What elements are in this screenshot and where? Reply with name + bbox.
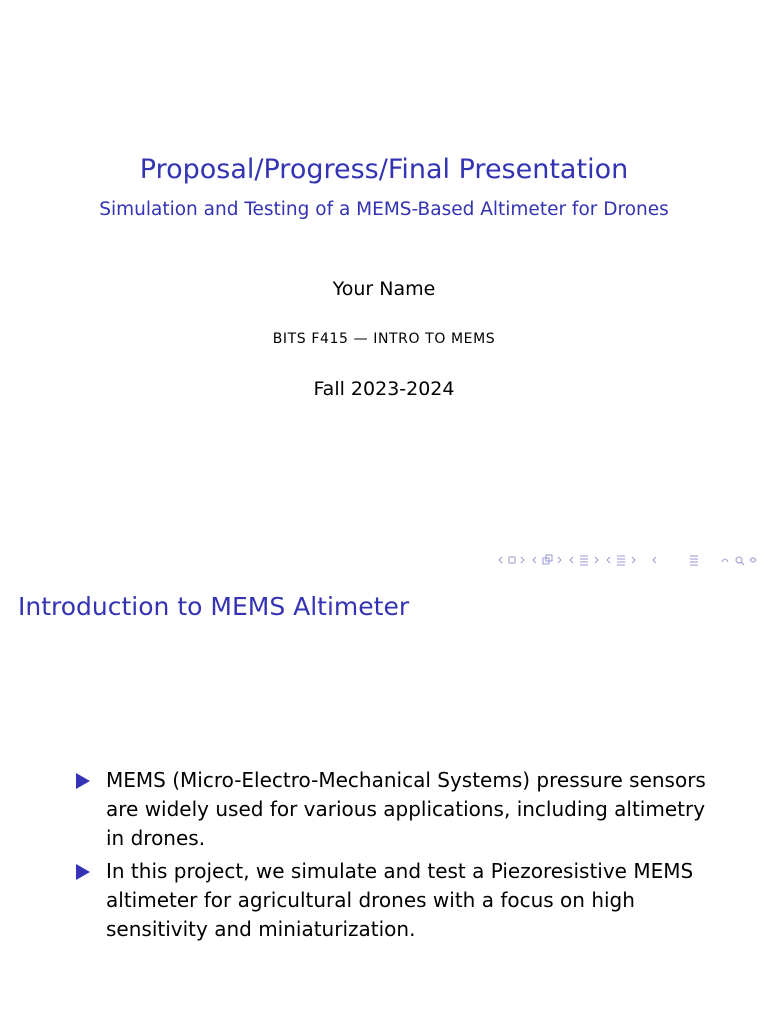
- list-item-text: MEMS (Micro-Electro-Mechanical Systems) pressure sensors are widely used for various applications, including altimetry in drones.: [106, 768, 706, 850]
- author-name: Your Name: [332, 278, 436, 300]
- presentation-date: Fall 2023-2024: [313, 378, 455, 400]
- bullet-list: [76, 766, 716, 948]
- triangle-bullet-icon: [76, 773, 90, 789]
- search-icon[interactable]: [722, 557, 756, 565]
- intro-slide: [0, 576, 768, 1024]
- nav-section-icon[interactable]: [607, 556, 635, 565]
- beamer-navigation-bar: [496, 553, 760, 567]
- list-item: [76, 857, 716, 944]
- nav-frame-icon[interactable]: [533, 555, 561, 564]
- presentation-subtitle: Simulation and Testing of a MEMS-Based Altimeter for Drones: [99, 199, 669, 220]
- nav-first-frame-icon[interactable]: [499, 557, 524, 563]
- triangle-bullet-icon: [76, 864, 90, 880]
- frame-title: Introduction to MEMS Altimeter: [18, 592, 410, 621]
- list-item-text: In this project, we simulate and test a Piezoresistive MEMS altimeter for agricultural drones with a focus on high sensitivity and miniaturization.: [106, 859, 694, 941]
- list-item: [76, 766, 716, 853]
- nav-toc-icon[interactable]: [653, 556, 698, 565]
- nav-subsection-icon[interactable]: [570, 556, 598, 565]
- presentation-title: Proposal/Progress/Final Presentation: [139, 154, 629, 185]
- institute: BITS F415 — INTRO TO MEMS: [272, 331, 496, 347]
